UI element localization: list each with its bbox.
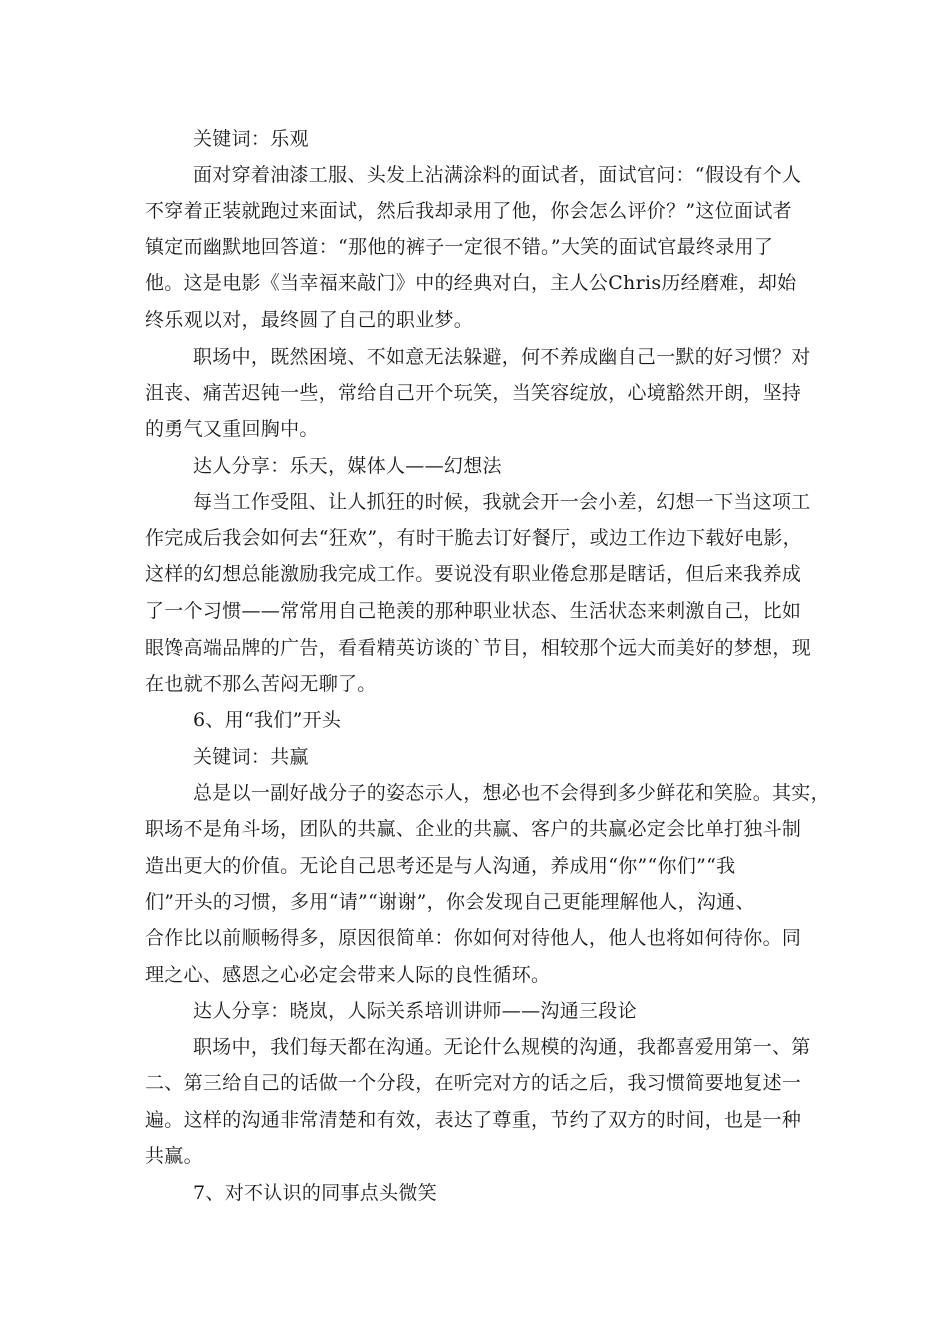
paragraph-line: 合作比以前顺畅得多，原因很简单：你如何对待他人，他人也将如何待你。同 xyxy=(145,927,802,949)
paragraph-line: 他。这是电影《当幸福来敲门》中的经典对白，主人公Chris历经磨难，却始 xyxy=(145,272,797,294)
paragraph-line: 二、第三给自己的话做一个分段，在听完对方的话之后，我习惯简要地复述一 xyxy=(145,1072,802,1094)
paragraph-line: 职场不是角斗场，团队的共赢、企业的共赢、客户的共赢必定会比单打独斗制 xyxy=(145,818,802,840)
paragraph-line: 了一个习惯——常常用自己艳羡的那种职业状态、生活状态来刺激自己，比如 xyxy=(145,600,802,622)
paragraph-line: 的勇气又重回胸中。 xyxy=(145,418,319,440)
keyword-heading: 关键词：乐观 xyxy=(193,128,309,150)
paragraph-line: 在也就不那么苦闷无聊了。 xyxy=(145,673,377,695)
paragraph-line: 职场中，既然困境、不如意无法躲避，何不养成幽自己一默的好习惯？对 xyxy=(193,346,811,368)
paragraph-line: 理之心、感恩之心必定会带来人际的良性循环。 xyxy=(145,964,551,986)
paragraph-line: 镇定而幽默地回答道：“那他的裤子一定很不错。”大笑的面试官最终录用了 xyxy=(145,236,774,258)
paragraph-line: 职场中，我们每天都在沟通。无论什么规模的沟通，我都喜爱用第一、第 xyxy=(193,1036,811,1058)
section-heading: 7、对不认识的同事点头微笑 xyxy=(193,1182,437,1204)
paragraph-line: 总是以一副好战分子的姿态示人，想必也不会得到多少鲜花和笑脸。其实， xyxy=(193,782,830,804)
paragraph-line: 作完成后我会如何去“狂欢”，有时干脆去订好餐厅，或边工作边下载好电影， xyxy=(145,527,802,549)
paragraph-line: 不穿着正装就跑过来面试，然后我却录用了他，你会怎么评价？”这位面试者 xyxy=(145,200,792,222)
paragraph-line: 眼馋高端品牌的广告，看看精英访谈的`节目，相较那个远大而美好的梦想，现 xyxy=(145,637,812,659)
section-heading: 6、用“我们”开头 xyxy=(193,709,342,731)
paragraph-line: 终乐观以对，最终圆了自己的职业梦。 xyxy=(145,309,474,331)
paragraph-line: 们”开头的习惯，多用“请”“谢谢”，你会发现自己更能理解他人，沟通、 xyxy=(145,891,755,913)
expert-share-heading: 达人分享：晓岚，人际关系培训讲师——沟通三段论 xyxy=(193,1000,637,1022)
paragraph-line: 每当工作受阻、让人抓狂的时候，我就会开一会小差，幻想一下当这项工 xyxy=(193,491,811,513)
paragraph-line: 面对穿着油漆工服、头发上沾满涂料的面试者，面试官问：“假设有个人 xyxy=(193,164,802,186)
paragraph-line: 共赢。 xyxy=(145,1145,203,1167)
paragraph-line: 这样的幻想总能激励我完成工作。要说没有职业倦怠那是瞎话，但后来我养成 xyxy=(145,563,802,585)
paragraph-line: 遍。这样的沟通非常清楚和有效，表达了尊重，节约了双方的时间，也是一种 xyxy=(145,1109,802,1131)
expert-share-heading: 达人分享：乐天，媒体人——幻想法 xyxy=(193,455,502,477)
keyword-heading: 关键词：共赢 xyxy=(193,746,309,768)
paragraph-line: 沮丧、痛苦迟钝一些，常给自己开个玩笑，当笑容绽放，心境豁然开朗，坚持 xyxy=(145,382,802,404)
paragraph-line: 造出更大的价值。无论自己思考还是与人沟通，养成用“你”“你们”“我 xyxy=(145,855,736,877)
